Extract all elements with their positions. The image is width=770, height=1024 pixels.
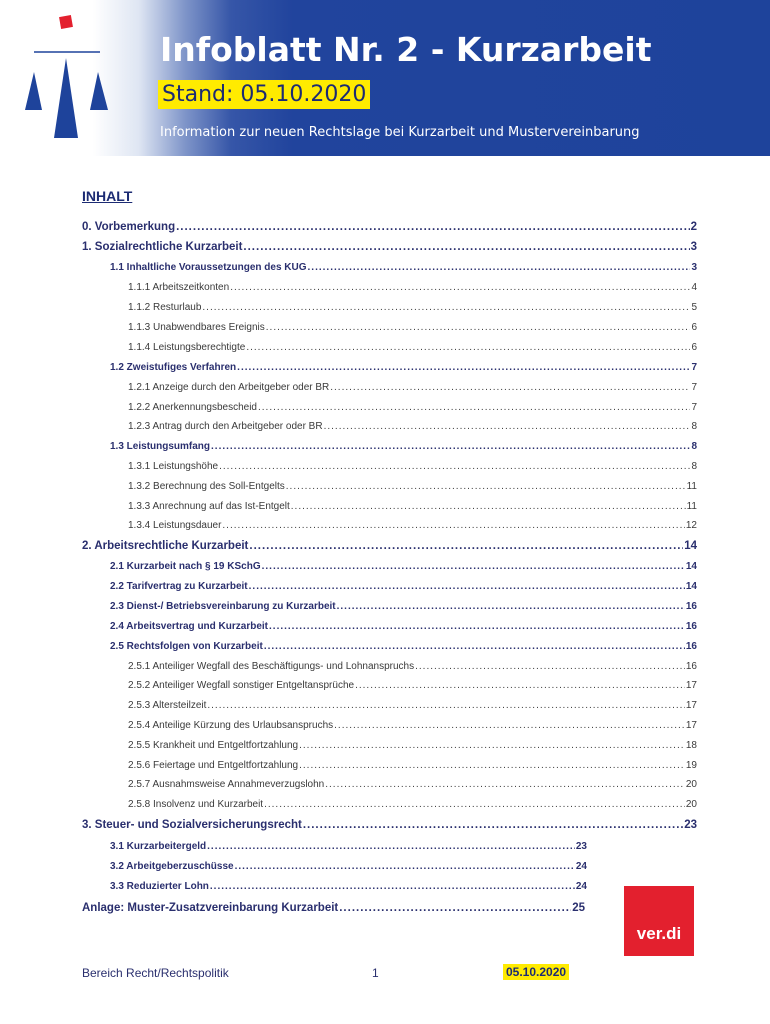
toc-entry-title: 2.5.7 Ausnahmsweise Annahmeverzugslohn <box>128 779 325 790</box>
toc-entry-title: 2.3 Dienst-/ Betriebsvereinbarung zu Kurzarbeit <box>110 601 336 612</box>
toc-dot-leader <box>324 421 691 432</box>
toc-entry-title: 2.5.5 Krankheit und Entgeltfortzahlung <box>128 740 299 751</box>
toc-entry-page: 3 <box>691 262 697 273</box>
toc-entry-page: 20 <box>685 779 697 790</box>
toc-dot-leader <box>210 881 575 892</box>
toc-entry-title: 1. Sozialrechtliche Kurzarbeit <box>82 241 243 253</box>
toc-entry[interactable] <box>128 322 697 333</box>
toc-dot-leader <box>219 461 690 472</box>
toc-dot-leader <box>249 540 683 552</box>
toc-entry-page: 17 <box>685 700 697 711</box>
toc-entry[interactable] <box>110 441 697 452</box>
toc-entry[interactable] <box>128 461 697 472</box>
toc-entry[interactable] <box>110 262 697 273</box>
toc-entry[interactable] <box>128 680 697 691</box>
toc-dot-leader <box>211 441 690 452</box>
toc-entry-title: 2.5.4 Anteilige Kürzung des Urlaubsanspruchs <box>128 720 334 731</box>
toc-entry-page: 24 <box>575 861 587 872</box>
toc-entry-title: 2.2 Tarifvertrag zu Kurzarbeit <box>110 581 248 592</box>
toc-entry-page: 6 <box>691 322 697 333</box>
toc-entry-page: 14 <box>685 561 697 572</box>
toc-entry-title: 2.5.1 Anteiliger Wegfall des Beschäftigungs- und Lohnanspruchs <box>128 661 415 672</box>
toc-entry-page: 11 <box>686 501 697 512</box>
toc-entry-page: 25 <box>572 902 585 914</box>
toc-entry[interactable] <box>128 342 697 353</box>
toc-entry-title: 1.3.1 Leistungshöhe <box>128 461 219 472</box>
toc-dot-leader <box>330 382 690 393</box>
toc-entry-page: 17 <box>685 680 697 691</box>
toc-entry[interactable] <box>128 402 697 413</box>
toc-dot-leader <box>286 481 686 492</box>
toc-dot-leader <box>355 680 685 691</box>
footer-page-number: 1 <box>372 966 379 980</box>
toc-dot-leader <box>308 262 691 273</box>
toc-dot-leader <box>337 601 685 612</box>
toc-dot-leader <box>230 282 690 293</box>
toc-entry-page: 12 <box>685 520 697 531</box>
toc-entry[interactable] <box>128 700 697 711</box>
toc-entry[interactable] <box>110 362 697 373</box>
toc-entry-page: 5 <box>691 302 697 313</box>
toc-entry[interactable] <box>82 540 697 552</box>
toc-entry-page: 17 <box>685 720 697 731</box>
toc-dot-leader <box>299 760 685 771</box>
toc-entry-title: 2.5.6 Feiertage und Entgeltfortzahlung <box>128 760 299 771</box>
toc-entry-page: 23 <box>684 819 697 831</box>
toc-entry-page: 2 <box>690 221 697 233</box>
toc-entry[interactable] <box>128 799 697 810</box>
toc-entry-title: 1.2 Zweistufiges Verfahren <box>110 362 237 373</box>
toc-dot-leader <box>249 581 685 592</box>
toc-entry-page: 8 <box>691 461 697 472</box>
toc-entry-title: 1.1.3 Unabwendbares Ereignis <box>128 322 265 333</box>
toc-dot-leader <box>207 841 575 852</box>
toc-dot-leader <box>258 402 690 413</box>
stand-date-highlight: Stand: 05.10.2020 <box>158 80 370 109</box>
toc-entry-title: 3.3 Reduzierter Lohn <box>110 881 209 892</box>
toc-entry[interactable] <box>110 581 697 592</box>
toc-entry-title: 1.1.1 Arbeitszeitkonten <box>128 282 230 293</box>
toc-entry-title: 0. Vorbemerkung <box>82 221 176 233</box>
toc-entry[interactable] <box>110 861 587 872</box>
toc-entry-title: 1.2.1 Anzeige durch den Arbeitgeber oder BR <box>128 382 330 393</box>
toc-entry[interactable] <box>128 779 697 790</box>
toc-heading: INHALT <box>82 188 133 204</box>
toc-entry[interactable] <box>110 561 697 572</box>
toc-entry-page: 16 <box>685 621 697 632</box>
toc-entry-title: Anlage: Muster-Zusatzvereinbarung Kurzarbeit <box>82 902 339 914</box>
toc-entry[interactable] <box>82 221 697 233</box>
toc-dot-leader <box>415 661 685 672</box>
toc-entry-title: 2.5.3 Altersteilzeit <box>128 700 207 711</box>
toc-dot-leader <box>176 221 690 233</box>
verdi-logo-text: ver.di <box>636 924 682 943</box>
footer-department: Bereich Recht/Rechtspolitik <box>82 966 229 980</box>
toc-dot-leader <box>207 700 685 711</box>
toc-entry-title: 3.2 Arbeitgeberzuschüsse <box>110 861 234 872</box>
toc-dot-leader <box>266 322 691 333</box>
toc-dot-leader <box>262 561 685 572</box>
toc-entry[interactable] <box>128 421 697 432</box>
toc-dot-leader <box>237 362 690 373</box>
toc-entry[interactable] <box>128 481 697 492</box>
toc-entry[interactable] <box>82 241 697 253</box>
toc-entry-page: 18 <box>685 740 697 751</box>
toc-entry-page: 6 <box>691 342 697 353</box>
toc-dot-leader <box>246 342 690 353</box>
toc-entry-title: 2.5.8 Insolvenz und Kurzarbeit <box>128 799 264 810</box>
toc-dot-leader <box>269 621 685 632</box>
toc-entry-page: 8 <box>691 421 697 432</box>
toc-entry[interactable] <box>110 621 697 632</box>
toc-entry[interactable] <box>82 819 697 831</box>
toc-dot-leader <box>202 302 690 313</box>
footer-date-highlight: 05.10.2020 <box>503 964 569 980</box>
toc-entry-title: 1.2.3 Antrag durch den Arbeitgeber oder BR <box>128 421 323 432</box>
toc-entry-title: 1.1 Inhaltliche Voraussetzungen des KUG <box>110 262 307 273</box>
toc-entry[interactable] <box>128 501 697 512</box>
toc-entry-page: 4 <box>691 282 697 293</box>
toc-dot-leader <box>264 799 685 810</box>
toc-entry-page: 19 <box>685 760 697 771</box>
toc-entry-page: 14 <box>685 581 697 592</box>
toc-entry-title: 1.3.2 Berechnung des Soll-Entgelts <box>128 481 285 492</box>
toc-entry-page: 8 <box>691 441 697 452</box>
toc-entry-page: 16 <box>685 641 697 652</box>
document-subtitle: Information zur neuen Rechtslage bei Kurzarbeit und Mustervereinbarung <box>160 125 640 140</box>
toc-entry-title: 1.3 Leistungsumfang <box>110 441 211 452</box>
toc-entry-title: 3.1 Kurzarbeitergeld <box>110 841 207 852</box>
toc-entry[interactable] <box>128 282 697 293</box>
toc-entry-title: 1.1.4 Leistungsberechtigte <box>128 342 246 353</box>
toc-entry-title: 2. Arbeitsrechtliche Kurzarbeit <box>82 540 249 552</box>
toc-entry[interactable] <box>110 641 697 652</box>
toc-entry[interactable] <box>128 382 697 393</box>
toc-entry-page: 14 <box>684 540 697 552</box>
toc-entry-page: 3 <box>690 241 697 253</box>
toc-entry[interactable] <box>82 902 585 914</box>
toc-entry-page: 7 <box>691 362 697 373</box>
toc-entry[interactable] <box>128 760 697 771</box>
toc-dot-leader <box>222 520 684 531</box>
toc-entry-page: 16 <box>685 601 697 612</box>
toc-entry-page: 23 <box>575 841 587 852</box>
toc-entry-title: 2.5.2 Anteiliger Wegfall sonstiger Entgeltansprüche <box>128 680 355 691</box>
toc-entry[interactable] <box>128 520 697 531</box>
toc-dot-leader <box>235 861 575 872</box>
toc-entry[interactable] <box>128 302 697 313</box>
toc-entry-page: 24 <box>575 881 587 892</box>
toc-dot-leader <box>291 501 686 512</box>
toc-entry-title: 1.3.3 Anrechnung auf das Ist-Entgelt <box>128 501 290 512</box>
toc-entry-title: 2.4 Arbeitsvertrag und Kurzarbeit <box>110 621 269 632</box>
toc-entry-title: 2.5 Rechtsfolgen von Kurzarbeit <box>110 641 263 652</box>
toc-entry[interactable] <box>128 661 697 672</box>
toc-entry-page: 7 <box>691 402 697 413</box>
toc-entry-title: 1.3.4 Leistungsdauer <box>128 520 222 531</box>
toc-entry[interactable] <box>110 841 587 852</box>
toc-entry[interactable] <box>128 740 697 751</box>
toc-dot-leader <box>299 740 685 751</box>
toc-entry-title: 1.1.2 Resturlaub <box>128 302 202 313</box>
toc-entry[interactable] <box>128 720 697 731</box>
toc-entry[interactable] <box>110 601 697 612</box>
toc-entry-page: 20 <box>685 799 697 810</box>
toc-dot-leader <box>325 779 685 790</box>
toc-dot-leader <box>339 902 571 914</box>
toc-dot-leader <box>334 720 685 731</box>
toc-entry-title: 1.2.2 Anerkennungsbescheid <box>128 402 257 413</box>
document-title: Infoblatt Nr. 2 - Kurzarbeit <box>160 30 652 69</box>
toc-dot-leader <box>264 641 685 652</box>
toc-entry-page: 16 <box>685 661 697 672</box>
toc-entry-page: 7 <box>691 382 697 393</box>
verdi-logo <box>624 886 694 956</box>
toc-entry-title: 3. Steuer- und Sozialversicherungsrecht <box>82 819 302 831</box>
toc-dot-leader <box>303 819 683 831</box>
toc-entry-page: 11 <box>686 481 697 492</box>
toc-entry[interactable] <box>110 881 587 892</box>
toc-entry-title: 2.1 Kurzarbeit nach § 19 KSchG <box>110 561 261 572</box>
toc-dot-leader <box>243 241 689 253</box>
